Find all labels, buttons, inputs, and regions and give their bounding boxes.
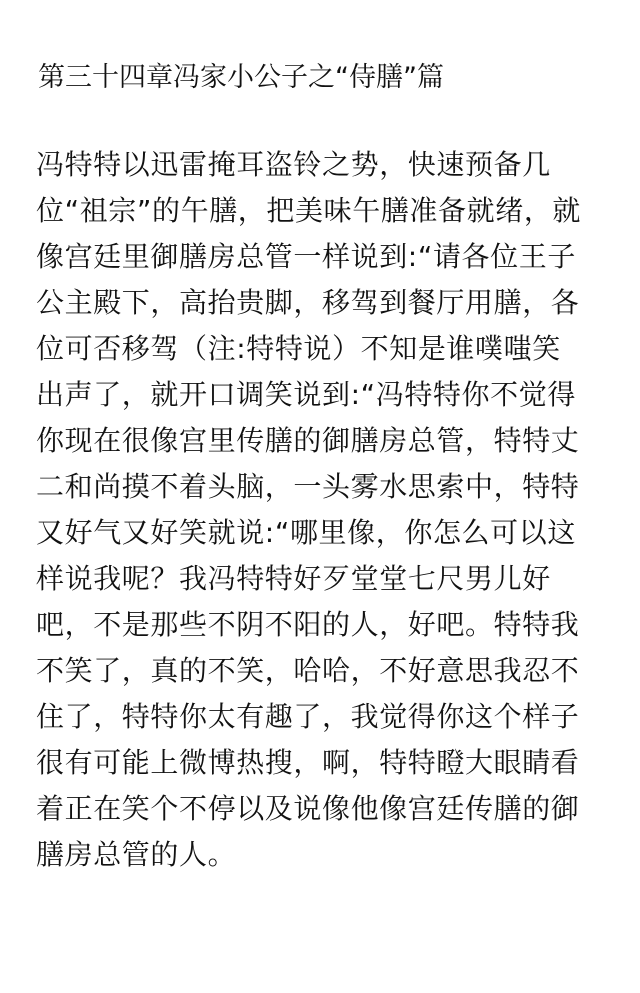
text-line: 你现在很像宫里传膳的御膳房总管，特特丈 xyxy=(36,424,580,457)
text-line: 样说我呢？我冯特特好歹堂堂七尺男儿好 xyxy=(36,562,551,595)
text-line: 二和尚摸不着头脑，一头雾水思索中，特特 xyxy=(36,470,580,503)
text-line: 位“祖宗”的午膳，把美味午膳准备就绪，就 xyxy=(36,194,582,227)
text-line: 出声了，就开口调笑说到:“冯特特你不觉得 xyxy=(36,378,576,411)
text-line: 公主殿下，高抬贵脚，移驾到餐厅用膳，各 xyxy=(36,286,580,319)
text-line: 着正在笑个不停以及说像他像宫廷传膳的御 xyxy=(36,792,580,825)
text-line: 吧，不是那些不阴不阳的人，好吧。特特我 xyxy=(36,608,580,641)
text-line: 冯特特以迅雷掩耳盗铃之势，快速预备几 xyxy=(36,148,551,181)
chapter-title: 第三十四章冯家小公子之“侍膳”篇 xyxy=(38,62,444,93)
text-line: 不笑了，真的不笑，哈哈，不好意思我忍不 xyxy=(36,654,580,687)
body-paragraph xyxy=(36,142,626,878)
text-line: 像宫廷里御膳房总管一样说到:“请各位王子 xyxy=(36,240,576,273)
text-line: 位可否移驾（注:特特说）不知是谁噗嗤笑 xyxy=(36,332,561,365)
text-line: 膳房总管的人。 xyxy=(36,838,237,871)
text-line: 很有可能上微博热搜，啊，特特瞪大眼睛看 xyxy=(36,746,580,779)
text-line: 住了，特特你太有趣了，我觉得你这个样子 xyxy=(36,700,580,733)
text-line: 又好气又好笑就说:“哪里像，你怎么可以这 xyxy=(36,516,576,549)
